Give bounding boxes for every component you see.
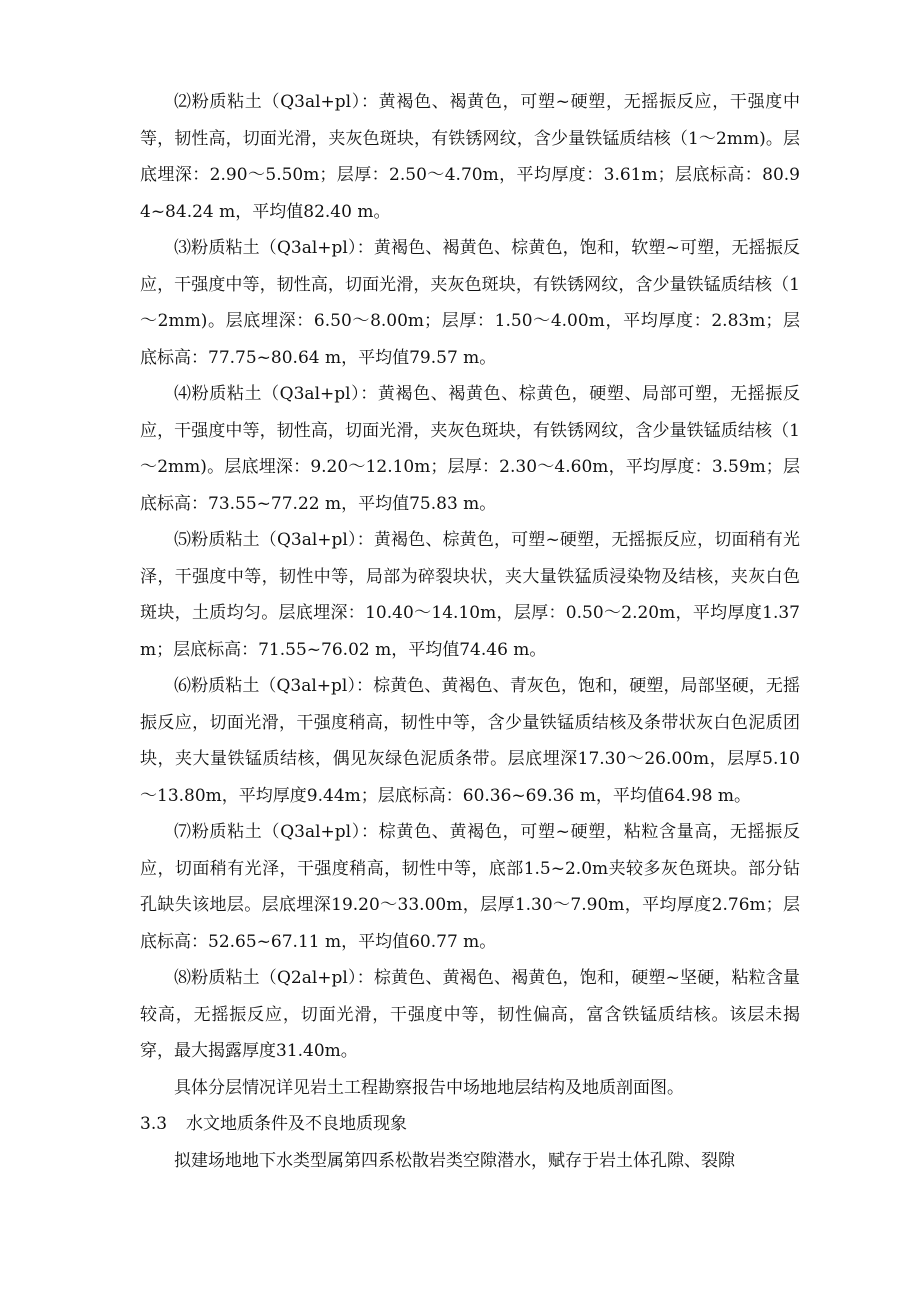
document-page	[140, 84, 800, 1179]
layer-3-paragraph: ⑶粉质粘土（Q3al+pl）：黄褐色、褐黄色、棕黄色，饱和，软塑~可塑，无摇振反应，干强度中等，韧性高，切面光滑，夹灰色斑块，有铁锈网纹，含少量铁锰质结核（1～2mm)。层底埋深：6.50～8.00m；层厚：1.50～4.00m，平均厚度：2.83m；层底标高：77.75~80.64 m，平均值79.57 m。	[140, 238, 800, 368]
layer-8-paragraph: ⑻粉质粘土（Q2al+pl）：棕黄色、黄褐色、褐黄色，饱和，硬塑~坚硬，粘粒含量较高，无摇振反应，切面光滑，干强度中等，韧性偏高，富含铁锰质结核。该层未揭穿，最大揭露厚度31.40m。	[140, 968, 800, 1061]
layer-6-paragraph: ⑹粉质粘土（Q3al+pl）：棕黄色、黄褐色、青灰色，饱和，硬塑，局部坚硬，无摇振反应，切面光滑，干强度稍高，韧性中等，含少量铁锰质结核及条带状灰白色泥质团块，夹大量铁锰质结核，偶见灰绿色泥质条带。层底埋深17.30～26.00m，层厚5.10～13.80m，平均厚度9.44m；层底标高：60.36~69.36 m，平均值64.98 m。	[140, 676, 800, 806]
section-title: 水文地质条件及不良地质现象	[186, 1114, 407, 1134]
layer-4-paragraph: ⑷粉质粘土（Q3al+pl）：黄褐色、褐黄色、棕黄色，硬塑、局部可塑，无摇振反应，干强度中等，韧性高，切面光滑，夹灰色斑块，有铁锈网纹，含少量铁锰质结核（1～2mm)。层底埋深：9.20～12.10m；层厚：2.30～4.60m，平均厚度：3.59m；层底标高：73.55~77.22 m，平均值75.83 m。	[140, 384, 800, 514]
layer-2-paragraph: ⑵粉质粘土（Q3al+pl）：黄褐色、褐黄色，可塑~硬塑，无摇振反应，干强度中等，韧性高，切面光滑，夹灰色斑块，有铁锈网纹，含少量铁锰质结核（1～2mm)。层底埋深：2.90～5.50m；层厚：2.50～4.70m，平均厚度：3.61m；层底标高：80.94~84.24 m，平均值82.40 m。	[140, 92, 800, 222]
section-number: 3.3	[140, 1114, 168, 1134]
intro-paragraph: 拟建场地地下水类型属第四系松散岩类空隙潜水，赋存于岩土体孔隙、裂隙	[174, 1150, 735, 1171]
layer-5-paragraph: ⑸粉质粘土（Q3al+pl）：黄褐色、棕黄色，可塑~硬塑，无摇振反应，切面稍有光泽，干强度中等，韧性中等，局部为碎裂块状，夹大量铁猛质浸染物及结核，夹灰白色斑块，土质均匀。层底埋深：10.40～14.10m，层厚：0.50～2.20m，平均厚度1.37m；层底标高：71.55~76.02 m，平均值74.46 m。	[140, 530, 800, 660]
layer-7-paragraph: ⑺粉质粘土（Q3al+pl）：棕黄色、黄褐色，可塑~硬塑，粘粒含量高，无摇振反应，切面稍有光泽，干强度稍高，韧性中等，底部1.5~2.0m夹较多灰色斑块。部分钻孔缺失该地层。层底埋深19.20～33.00m，层厚1.30～7.90m，平均厚度2.76m；层底标高：52.65~67.11 m，平均值60.77 m。	[140, 822, 800, 952]
section-heading	[140, 1106, 800, 1143]
summary-paragraph: 具体分层情况详见岩土工程勘察报告中场地地层结构及地质剖面图。	[174, 1077, 684, 1098]
